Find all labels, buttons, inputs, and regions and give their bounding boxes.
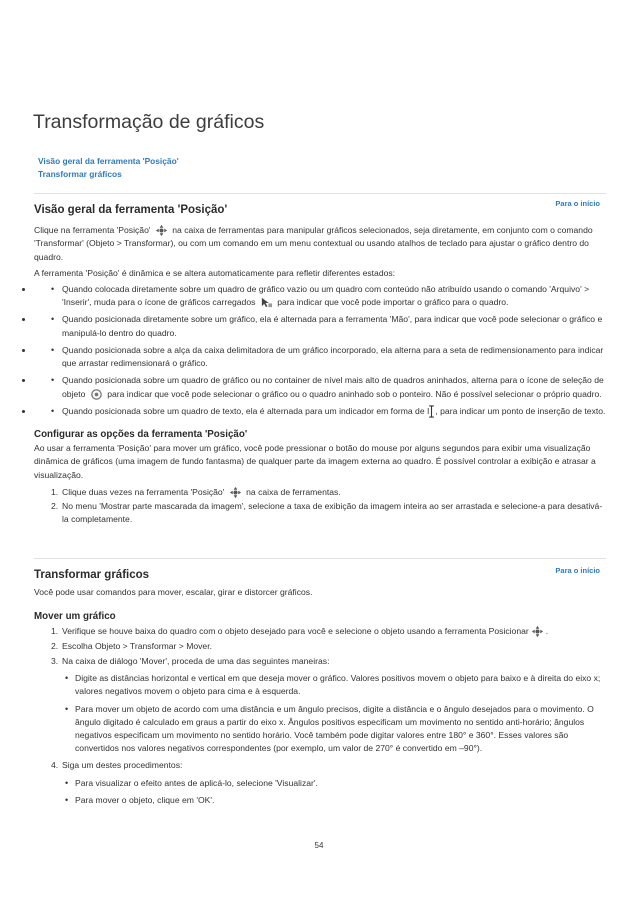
section-heading: Transformar gráficos bbox=[34, 569, 150, 581]
list-item bbox=[34, 640, 606, 653]
steps-list bbox=[34, 486, 606, 527]
toc-link-overview[interactable]: Visão geral da ferramenta 'Posição' bbox=[38, 156, 179, 166]
paragraph: Ao usar a ferramenta 'Posição' para mover um gráfico, você pode pressionar o botão do mouse por alguns segundos para exibir uma visualização dinâmica de gráficos (uma imagem de fundo fantasma) de qualquer parte da imagem externa ao quadro. É possível controlar a exibição e atrasar a visualização. bbox=[34, 443, 596, 480]
list-item bbox=[34, 283, 606, 309]
list-item bbox=[34, 655, 606, 668]
list-item: • Para mover o objeto, clique em 'OK'. bbox=[34, 794, 606, 807]
steps-list bbox=[34, 625, 606, 669]
paragraph bbox=[34, 224, 606, 264]
position-tool-icon bbox=[155, 224, 168, 237]
text: Quando colocada diretamente sobre um quadro de gráfico vazio ou um quadro com conteúdo não atribuído usando o comando 'Arquivo' > 'Inserir', muda para o ícone de gráficos carregados bbox=[62, 284, 590, 308]
list-item bbox=[34, 405, 606, 418]
options-list bbox=[34, 672, 606, 755]
text: Verifique se houve baixa do quadro com o objeto desejado para você e selecione o objeto usando a ferramenta Posicionar bbox=[62, 625, 529, 636]
text: Clique na ferramenta 'Posição' bbox=[34, 225, 151, 236]
step-number: 1. bbox=[51, 625, 59, 636]
list-item: • Para mover um objeto de acordo com uma distância e um ângulo precisos, digite a distância e o ângulo desejados para o movimento. O ângulo digitado é calculado em graus a partir do eixo x. Ângulos positivos especificam um movimento no sentido anti-horário; ângulos negativos especificam um movimento no sentido horário. Você também pode digitar valores entre 180° e 360°. Esses valores são convertidos nos valores negativos correspondentes (por exemplo, um valor de 270° é convertido em –90°). bbox=[34, 703, 606, 756]
procedures-list bbox=[34, 777, 606, 807]
section-divider bbox=[34, 558, 606, 559]
text: na caixa de ferramentas. bbox=[246, 486, 341, 497]
page-number: 54 bbox=[314, 841, 324, 850]
subsection-heading: Configurar as opções da ferramenta 'Posição' bbox=[34, 428, 248, 440]
list-item: • Para visualizar o efeito antes de aplicá-lo, selecione 'Visualizar'. bbox=[34, 777, 606, 790]
step-number: 1. bbox=[51, 486, 59, 497]
toc-link-transform[interactable]: Transformar gráficos bbox=[38, 169, 122, 179]
text: Na caixa de diálogo 'Mover', proceda de uma das seguintes maneiras: bbox=[62, 656, 330, 667]
section-divider bbox=[34, 193, 606, 194]
paragraph: Você pode usar comandos para mover, escalar, girar e distorcer gráficos. bbox=[34, 587, 313, 598]
section-overview bbox=[34, 193, 606, 526]
step-number: 4. bbox=[51, 760, 59, 771]
list-item bbox=[34, 625, 606, 638]
step-number: 3. bbox=[51, 656, 59, 667]
steps-list bbox=[34, 759, 606, 772]
paragraph: A ferramenta 'Posição' é dinâmica e se altera automaticamente para refletir diferentes estados: bbox=[34, 267, 396, 278]
subsection-heading: Mover um gráfico bbox=[34, 611, 116, 623]
text: Quando posicionada sobre um quadro de gráfico ou no container de nível mais alto de quadros aninhados, alterna para o ícone de seleção de objeto bbox=[62, 375, 604, 399]
loaded-graphics-icon bbox=[260, 296, 273, 309]
text: para indicar que você pode importar o gráfico para o quadro. bbox=[277, 297, 509, 308]
list-item bbox=[34, 759, 606, 772]
step-number: 2. bbox=[51, 501, 59, 512]
list-item: • • Quando posicionada sobre a alça da caixa delimitadora de um gráfico incorporado, ela alterna para a seta de redimensionamento para indicar que arrastar redimensionará o gráfico. bbox=[34, 344, 606, 370]
states-list bbox=[34, 283, 606, 418]
list-item: • • Quando posicionada diretamente sobre um gráfico, ela é alternada para a ferramenta 'Mão', para indicar que você pode selecionar o gráfico e manipulá-lo dentro do quadro. bbox=[34, 313, 606, 339]
section-transform bbox=[34, 558, 606, 807]
list-item: • Digite as distâncias horizontal e vertical em que deseja mover o gráfico. Valores positivos movem o objeto para baixo e à direita do eixo x; valores negativos movem o objeto para cima e à esquerda. bbox=[34, 672, 606, 698]
page-title: Transformação de gráficos bbox=[33, 111, 265, 133]
back-to-top-link[interactable]: Para o início bbox=[555, 199, 600, 208]
text: para indicar que você pode selecionar o gráfico ou o quadro aninhado sob o ponteiro. Não é possível selecionar o próprio quadro. bbox=[107, 388, 602, 399]
position-tool-icon bbox=[531, 625, 544, 638]
list-item bbox=[34, 486, 606, 499]
text: , para indicar um ponto de inserção de texto. bbox=[435, 405, 606, 416]
text: Escolha Objeto > Transformar > Mover. bbox=[62, 640, 212, 651]
text: . bbox=[545, 625, 549, 636]
step-number: 2. bbox=[51, 640, 59, 651]
list-item bbox=[34, 374, 606, 400]
text: Siga um destes procedimentos: bbox=[62, 760, 183, 771]
list-item bbox=[34, 500, 606, 526]
table-of-contents bbox=[38, 155, 179, 181]
position-tool-icon bbox=[229, 486, 242, 499]
back-to-top-link[interactable]: Para o início bbox=[555, 566, 600, 575]
text: Clique duas vezes na ferramenta 'Posição' bbox=[62, 486, 225, 497]
text: No menu 'Mostrar parte mascarada da imagem', selecione a taxa de exibição da imagem inteira ao ser arrastada e selecione-a para desativá-la completamente. bbox=[62, 501, 603, 525]
text: Quando posicionada sobre um quadro de texto, ela é alternada para um indicador em forma de I bbox=[62, 405, 430, 416]
section-heading: Visão geral da ferramenta 'Posição' bbox=[34, 204, 228, 216]
object-selection-icon bbox=[90, 388, 103, 401]
text: na caixa de ferramentas para manipular gráficos selecionados, seja diretamente, em conjunto com o comando 'Transformar' (Objeto > Transformar), ou com um comando em um menu contextual ou usando atalhos de teclado para ajustar o gráfico dentro do quadro. bbox=[34, 225, 593, 262]
